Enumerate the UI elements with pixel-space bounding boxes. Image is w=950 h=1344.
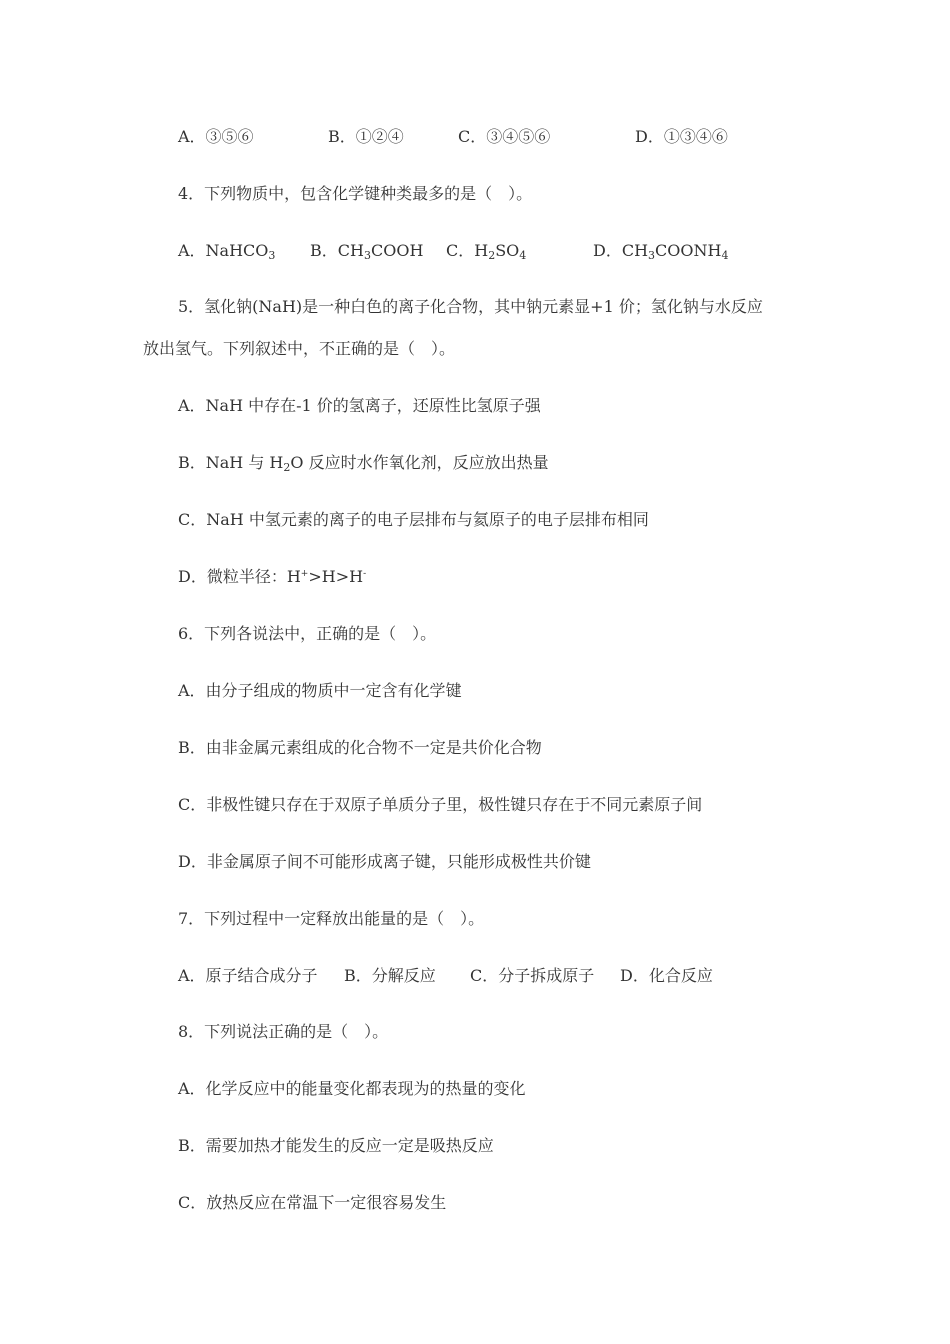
q3-option-c[interactable]: C．③④⑤⑥	[458, 127, 551, 146]
q8-option-a[interactable]: A．化学反应中的能量变化都表现为的热量的变化	[178, 1079, 526, 1098]
q5-stem-line2: 放出氢气。下列叙述中，不正确的是（ ）。	[143, 339, 456, 358]
q6-option-d[interactable]: D．非金属原子间不可能形成离子键，只能形成极性共价键	[178, 852, 591, 871]
q5-stem-line1: 5．氢化钠(NaH)是一种白色的离子化合物，其中钠元素显+1 价；氢化钠与水反应	[178, 297, 763, 316]
q8-option-c[interactable]: C．放热反应在常温下一定很容易发生	[178, 1193, 447, 1212]
q3-option-b[interactable]: B．①②④	[328, 127, 404, 146]
q8-stem: 8．下列说法正确的是（ ）。	[178, 1022, 389, 1041]
q8-option-b[interactable]: B．需要加热才能发生的反应一定是吸热反应	[178, 1136, 494, 1155]
q7-option-a[interactable]: A．原子结合成分子	[178, 966, 318, 985]
q5-option-c[interactable]: C．NaH 中氢元素的离子的电子层排布与氦原子的电子层排布相同	[178, 510, 649, 529]
q5-option-d[interactable]: D．微粒半径：H+>H>H-	[178, 567, 367, 586]
q6-option-a[interactable]: A．由分子组成的物质中一定含有化学键	[178, 681, 462, 700]
q4-option-d[interactable]: D．$CH_3COONH_4$	[593, 241, 729, 262]
q5-option-a[interactable]: A．NaH 中存在-1 价的氢离子，还原性比氢原子强	[178, 396, 541, 415]
q4-stem: 4．下列物质中，包含化学键种类最多的是（ ）。	[178, 184, 533, 203]
q4-option-b[interactable]: B．$CH_3COOH$	[310, 241, 424, 262]
q7-option-b[interactable]: B．分解反应	[344, 966, 436, 985]
q4-option-a[interactable]: A．NaHCO$_3$	[178, 241, 276, 262]
q6-stem: 6．下列各说法中，正确的是（ ）。	[178, 624, 437, 643]
q3-option-a[interactable]: A．③⑤⑥	[178, 127, 254, 146]
q5-option-b[interactable]: B．NaH 与 $H_2O$ 反应时水作氧化剂，反应放出热量	[178, 453, 549, 474]
q3-option-d[interactable]: D．①③④⑥	[635, 127, 728, 146]
q7-option-d[interactable]: D．化合反应	[620, 966, 713, 985]
q6-option-c[interactable]: C．非极性键只存在于双原子单质分子里，极性键只存在于不同元素原子间	[178, 795, 703, 814]
q7-stem: 7．下列过程中一定释放出能量的是（ ）。	[178, 909, 485, 928]
q4-option-c[interactable]: C．$H_2SO_4$	[446, 241, 527, 262]
q6-option-b[interactable]: B．由非金属元素组成的化合物不一定是共价化合物	[178, 738, 542, 757]
q7-option-c[interactable]: C．分子拆成原子	[470, 966, 595, 985]
